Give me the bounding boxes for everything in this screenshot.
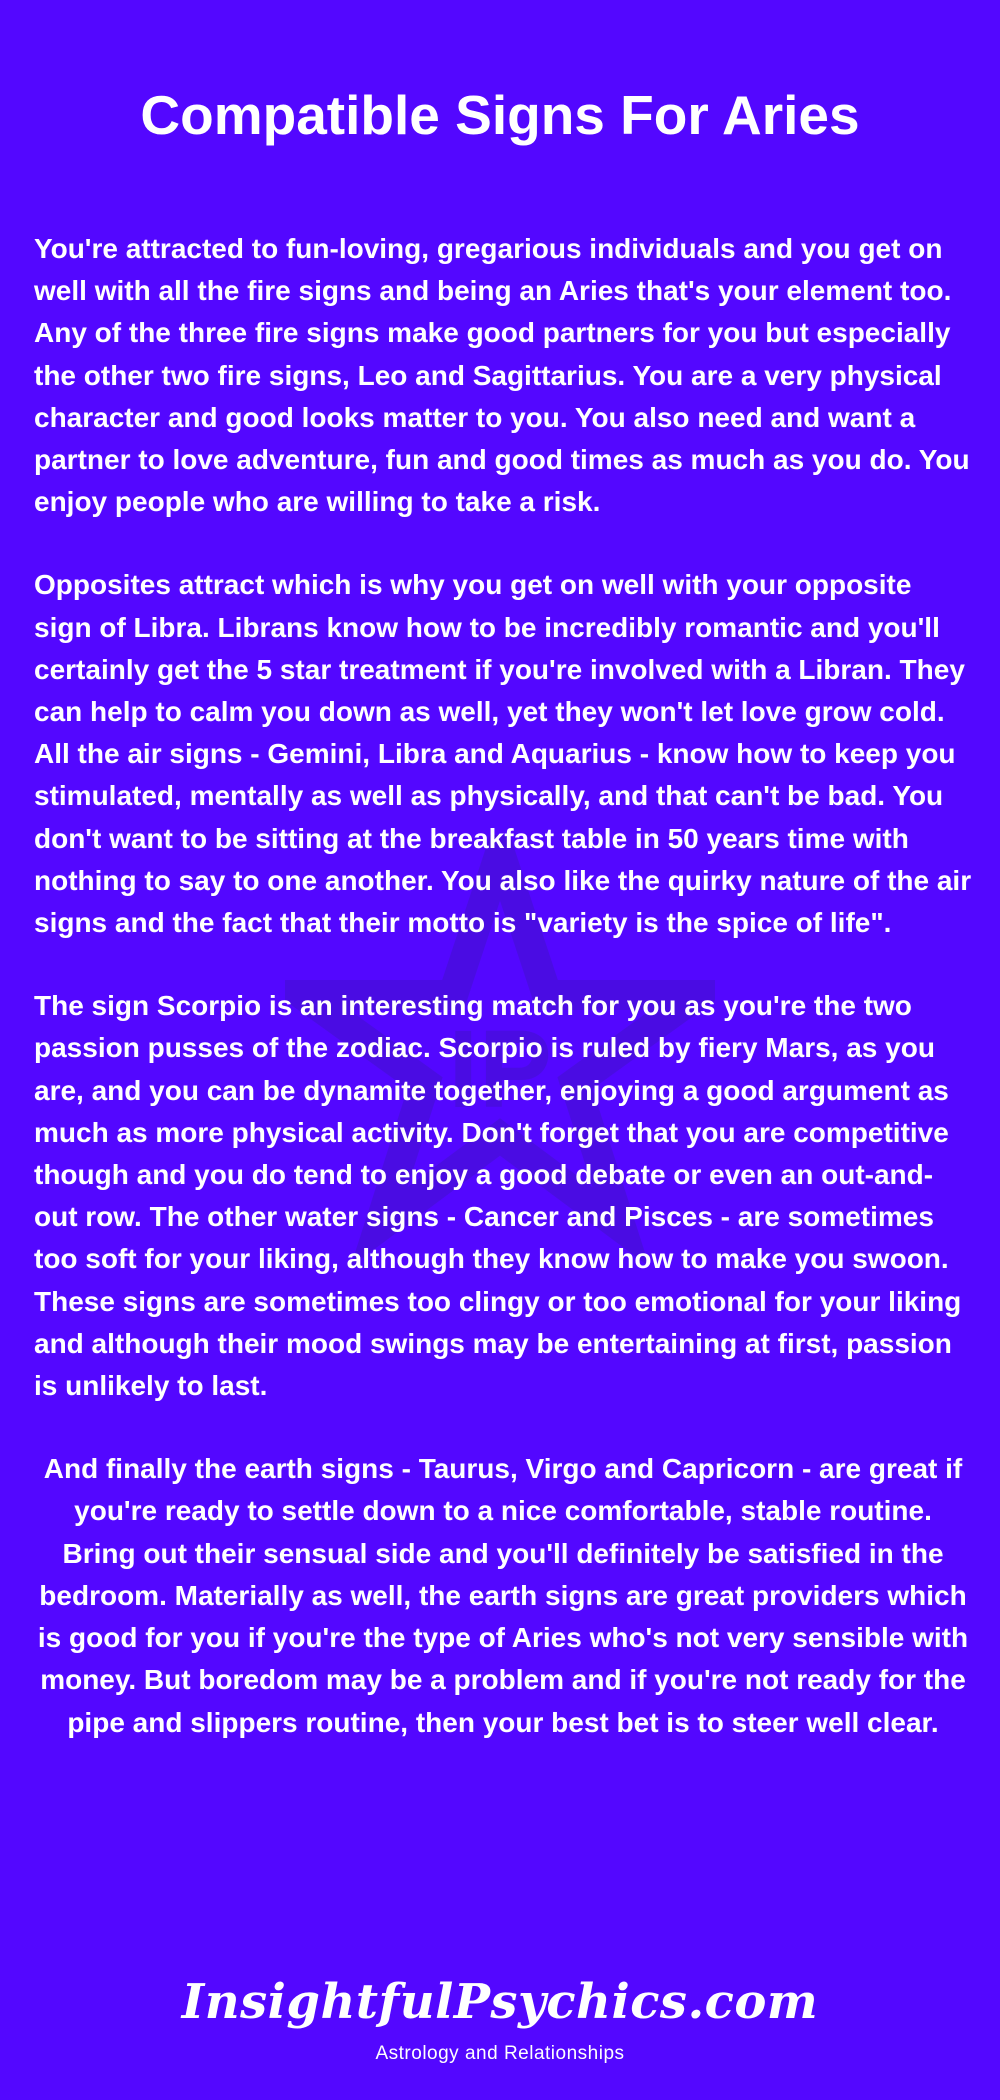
paragraph-air-signs: Opposites attract which is why you get on well with your opposite sign of Libra. Librans know how to be incredibly romantic and you'll certainly get the 5 star treatment if you're involved with a Libran. They can help to calm you down as well, yet they won't let love grow cold. All the air signs - Gemini, Libra and Aquarius - know how to keep you stimulated, mentally as well as physically, and that can't be bad. You don't want to be sitting at the breakfast table in 50 years time with nothing to say to one another. You also like the quirky nature of the air signs and the fact that their motto is "variety is the spice of life". bbox=[34, 569, 972, 939]
paragraph-earth-signs: And finally the earth signs - Taurus, Virgo and Capricorn - are great if you're ready to settle down to a nice comfortable, stable routine. Bring out their sensual side and you'll definitely be satisfied in the bedroom. Materially as well, the earth signs are great providers which is good for you if you're the type of Aries who's not very sensible with money. But boredom may be a problem and if you're not ready for the pipe and slippers routine, then your best bet is to steer well clear. bbox=[37, 1453, 969, 1738]
footer bbox=[0, 1974, 1000, 2065]
article-body bbox=[34, 228, 972, 1785]
paragraph-water-signs: The sign Scorpio is an interesting match for you as you're the two passion pusses of the zodiac. Scorpio is ruled by fiery Mars, as you are, and you can be dynamite together, enjoying a good argument as much as more physical activity. Don't forget that you are competitive though and you do tend to enjoy a good debate or even an out-and-out row. The other water signs - Cancer and Pisces - are sometimes too soft for your liking, although they know how to make you swoon. These signs are sometimes too clingy or too emotional for your liking and although their mood swings may be entertaining at first, passion is unlikely to last. bbox=[34, 990, 962, 1402]
page-title: Compatible Signs For Aries bbox=[140, 84, 860, 146]
brand-logo: InsightfulPsychics.com bbox=[181, 1974, 819, 2030]
brand-tagline: Astrology and Relationships bbox=[375, 2043, 625, 2064]
watermark-text: IP bbox=[448, 1008, 552, 1131]
paragraph-fire-signs: You're attracted to fun-loving, gregarious individuals and you get on well with all the fire signs and being an Aries that's your element too. Any of the three fire signs make good partners for you but especially the other two fire signs, Leo and Sagittarius. You are a very physical character and good looks matter to you. You also need and want a partner to love adventure, fun and good times as much as you do. You enjoy people who are willing to take a risk. bbox=[34, 233, 970, 518]
